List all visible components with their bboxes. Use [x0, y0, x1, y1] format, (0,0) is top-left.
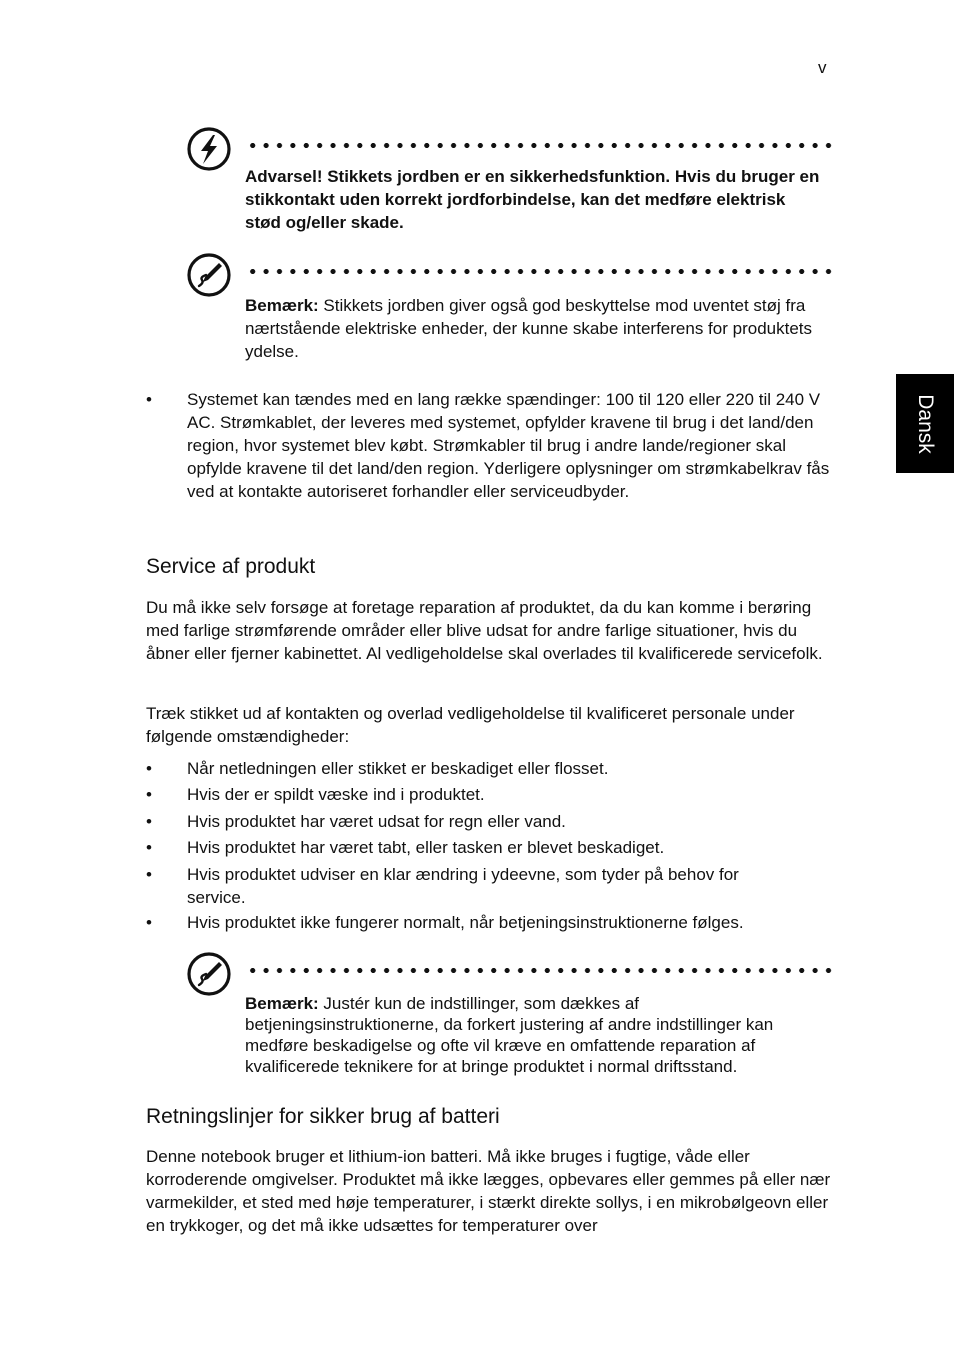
- warning-text: Advarsel! Stikkets jordben er en sikkerhedsfunktion. Hvis du bruger en stikkontakt uden korrekt jordforbindelse, kan det medføre elektrisk stød og/eller skade.: [245, 167, 820, 232]
- language-side-tab: [896, 374, 954, 473]
- note-callout-2: [186, 951, 832, 1083]
- note-body: Justér kun de indstillinger, som dækkes af betjeningsinstruktionerne, da forkert justering af andre indstillinger kan medføre beskadigelse og ofte vil kræve en omfattende reparation af kvalificerede teknikere for at bringe produktet i normal driftsstand.: [245, 994, 774, 1076]
- callout-dotted-rule: [246, 269, 832, 274]
- section-heading-service: Service af produkt: [146, 555, 316, 578]
- callout-dotted-rule: [246, 143, 832, 148]
- paragraph: Denne notebook bruger et lithium-ion batteri. Må ikke bruges i fugtige, våde eller korroderende omgivelser. Produktet må ikke lægges, opbevares eller gemmes på eller nær varmekilder, et sted med høje temperaturer, i stærkt direkte sollys, i en mikrobølgeovn eller en trykkoger, og det må ikke udsættes for temperaturer over: [146, 1147, 831, 1235]
- note-callout-1: [186, 252, 832, 367]
- note-label: Bemærk:: [245, 994, 319, 1013]
- section-heading-battery: Retningslinjer for sikker brug af batteri: [146, 1105, 500, 1128]
- callout-dotted-rule: [246, 968, 832, 973]
- note-label: Bemærk:: [245, 296, 319, 315]
- bullet-marker: •: [146, 785, 152, 804]
- page-number: v: [818, 58, 827, 77]
- list-item-text: Hvis der er spildt væske ind i produktet.: [187, 785, 485, 804]
- bullet-marker: •: [146, 759, 152, 778]
- note-text: [245, 294, 822, 363]
- pen-note-icon: [186, 252, 232, 298]
- list-item-text: Hvis produktet ikke fungerer normalt, når betjeningsinstruktionerne følges.: [187, 913, 744, 932]
- bullet-marker: •: [146, 390, 152, 409]
- lightning-warning-icon: [186, 126, 232, 172]
- list-item-text: Systemet kan tændes med en lang række spændinger: 100 til 120 eller 220 til 240 V AC. Strømkablet, der leveres med systemet, opfylder kravene til brug i det land/den region, hvor systemet blev købt. Strømkabler til brug i andre lande/regioner skal opfylde kravene til det land/den region. Yderligere oplysninger om strømkabelkrav fås ved at kontakte autoriseret forhandler eller serviceudbyder.: [187, 390, 830, 501]
- list-item-text: Hvis produktet har været udsat for regn eller vand.: [187, 812, 566, 831]
- note-text: [245, 993, 822, 1077]
- warning-callout: [186, 126, 832, 236]
- bullet-marker: •: [146, 913, 152, 932]
- list-item-text: Hvis produktet udviser en klar ændring i ydeevne, som tyder på behov for service.: [187, 865, 739, 907]
- note-body: Stikkets jordben giver også god beskyttelse mod uventet støj fra nærtstående elektriske enheder, der kunne skabe interferens for produktets ydelse.: [245, 296, 813, 361]
- list-item-text: Når netledningen eller stikket er beskadiget eller flosset.: [187, 759, 609, 778]
- list-item-text: Hvis produktet har været tabt, eller tasken er blevet beskadiget.: [187, 838, 665, 857]
- bullet-marker: •: [146, 838, 152, 857]
- bullet-marker: •: [146, 865, 152, 884]
- paragraph: Du må ikke selv forsøge at foretage reparation af produktet, da du kan komme i berøring med farlige strømførende områder eller blive udsat for andre farlige situationer, hvis du åbner eller fjerner kabinettet. Al vedligeholdelse skal overlades til kvalificerede servicefolk.: [146, 598, 823, 663]
- bullet-marker: •: [146, 812, 152, 831]
- pen-note-icon: [186, 951, 232, 997]
- language-side-tab-label: Dansk: [914, 394, 937, 454]
- paragraph: Træk stikket ud af kontakten og overlad vedligeholdelse til kvalificeret personale under følgende omstændigheder:: [146, 704, 795, 746]
